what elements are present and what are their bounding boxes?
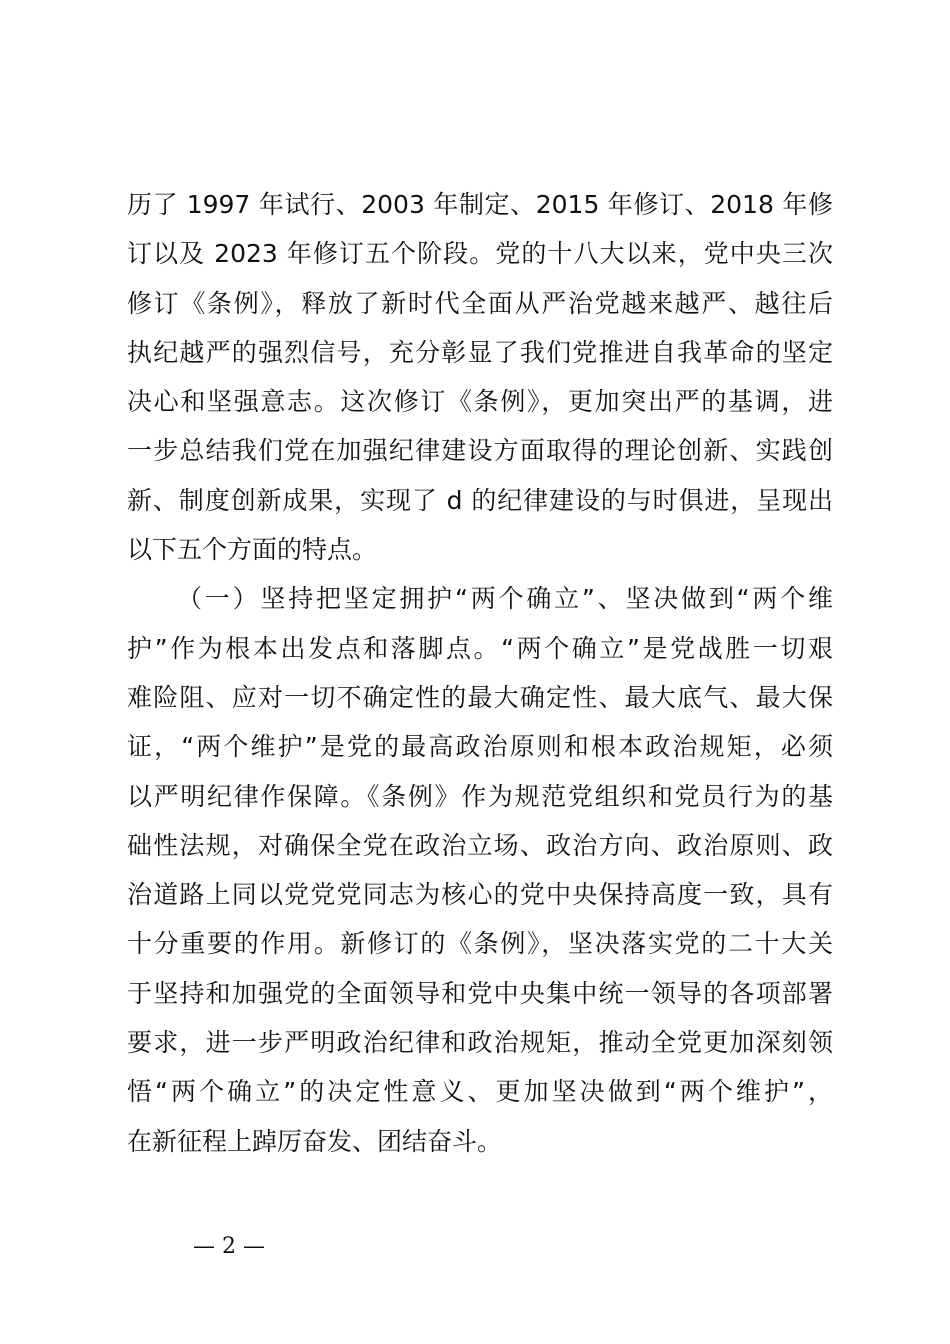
- text-line: 历了 1997 年试行、2003 年制定、2015 年修订、2018 年修: [127, 190, 833, 219]
- text-line: 在新征程上踔厉奋发、团结奋斗。: [127, 1126, 503, 1156]
- text-line: 治道路上同以党党党同志为核心的党中央保持高度一致，具有: [127, 880, 833, 910]
- text-line: 一步总结我们党在加强纪律建设方面取得的理论创新、实践创: [127, 436, 833, 466]
- text-line: 证，“两个维护”是党的最高政治原则和根本政治规矩，必须: [127, 732, 833, 762]
- text-line: 决心和坚强意志。这次修订《条例》，更加突出严的基调，进: [127, 387, 833, 417]
- text-line: 以严明纪律作保障。《条例》作为规范党组织和党员行为的基: [127, 781, 833, 811]
- text-line: 执纪越严的强烈信号，充分彰显了我们党推进自我革命的坚定: [127, 337, 833, 367]
- text-line: 难险阻、应对一切不确定性的最大确定性、最大底气、最大保: [127, 682, 833, 712]
- text-line: 订以及 2023 年修订五个阶段。党的十八大以来，党中央三次: [127, 239, 833, 269]
- text-line: 修订《条例》，释放了新时代全面从严治党越来越严、越往后: [127, 288, 833, 318]
- text-line: 悟“两个确立”的决定性意义、更加坚决做到“两个维护”，: [127, 1077, 833, 1107]
- page-number: — 2 —: [193, 1234, 265, 1259]
- text-line: 以下五个方面的特点。: [127, 535, 378, 565]
- paragraph-1: [127, 180, 833, 574]
- document-body: [127, 180, 833, 1166]
- text-line: 于坚持和加强党的全面领导和党中央集中统一领导的各项部署: [127, 978, 833, 1008]
- text-line: 新、制度创新成果，实现了 d 的纪律建设的与时俱进，呈现出: [127, 485, 833, 515]
- text-line: 护”作为根本出发点和落脚点。“两个确立”是党战胜一切艰: [127, 633, 833, 663]
- text-line: 础性法规，对确保全党在政治立场、政治方向、政治原则、政: [127, 830, 833, 860]
- text-line: 十分重要的作用。新修订的《条例》，坚决落实党的二十大关: [127, 929, 833, 959]
- text-line: （一）坚持把坚定拥护“两个确立”、坚决做到“两个维: [177, 584, 833, 614]
- text-line: 要求，进一步严明政治纪律和政治规矩，推动全党更加深刻领: [127, 1028, 833, 1058]
- paragraph-2: [127, 574, 833, 1166]
